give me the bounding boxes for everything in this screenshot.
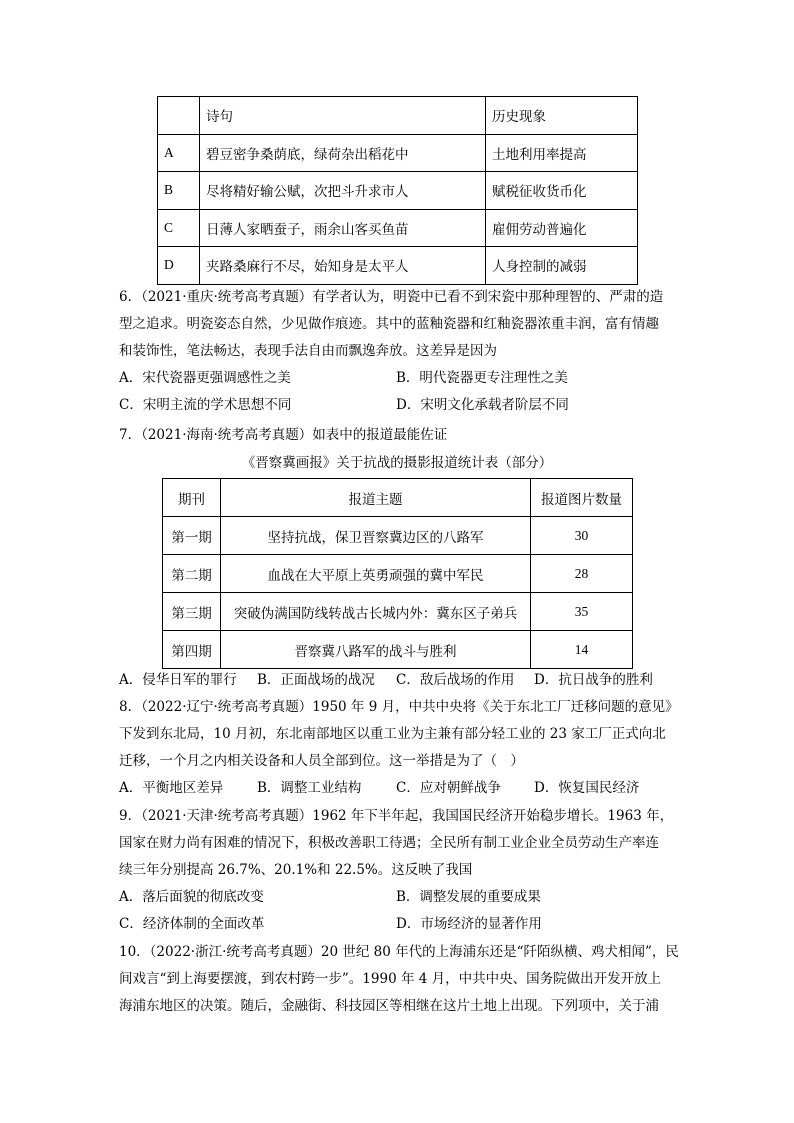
question-7-text: 7．（2021·海南·统考高考真题）如表中的报道最能佐证 [119, 427, 448, 443]
table-cell: 第三期 [163, 593, 221, 631]
table-cell: 赋税征收货币化 [486, 172, 638, 210]
table-cell: 雇佣劳动普遍化 [486, 209, 638, 247]
table-cell: 35 [531, 593, 633, 631]
q9-option-b: B．调整发展的重要成果 [396, 889, 541, 905]
table-caption: 《晋察冀画报》关于抗战的摄影报道统计表（部分） [241, 455, 553, 471]
table-cell: 突破伪满国防线转战古长城内外：冀东区子弟兵 [221, 593, 531, 631]
question-8-text: 下发到东北局，10 月初，东北南部地区以重工业为主兼有部分轻工业的 23 家工厂正式向北 [119, 726, 666, 742]
q9-option-c: C．经济体制的全面改革 [119, 916, 265, 932]
row-label: A [158, 134, 200, 172]
table-cell: 28 [531, 555, 633, 593]
table-row [158, 247, 638, 285]
table-cell: 土地利用率提高 [486, 134, 638, 172]
q6-option-b: B．明代瓷器更专注理性之美 [396, 370, 568, 386]
table-cell [158, 97, 200, 135]
table-cell: 人身控制的减弱 [486, 247, 638, 285]
q9-option-d: D．市场经济的显著作用 [396, 916, 542, 932]
question-10-text: 间戏言“到上海要摆渡，到农村跨一步”。1990 年 4 月，中共中央、国务院做出开发开放上 [119, 971, 662, 987]
table-cell: 30 [531, 517, 633, 555]
table-header-cell: 报道主题 [221, 479, 531, 517]
question-8-text: 8．（2022·辽宁·统考高考真题）1950 年 9 月，中共中央将《关于东北工厂迁移问题的意见》 [119, 699, 679, 715]
table-row [163, 593, 633, 631]
table-row [158, 134, 638, 172]
q9-option-a: A．落后面貌的彻底改变 [119, 889, 264, 905]
table-cell: 14 [531, 631, 633, 669]
q7-option-c: C．敌后战场的作用 [396, 672, 515, 688]
question-9-text: 国家在财力尚有困难的情况下，积极改善职工待遇；全民所有制工业企业全员劳动生产率连 [119, 835, 659, 851]
question-9-text: 续三年分别提高 26.7%、20.1%和 22.5%。这反映了我国 [119, 862, 473, 878]
row-label: B [158, 172, 200, 210]
q7-option-d: D．抗日战争的胜利 [534, 672, 653, 688]
table-row [163, 555, 633, 593]
q8-option-c: C．应对朝鲜战争 [396, 780, 501, 796]
q8-option-b: B．调整工业结构 [257, 780, 362, 796]
q7-option-b: B．正面战场的战况 [257, 672, 375, 688]
table-header-cell: 历史现象 [486, 97, 638, 135]
q6-option-d: D．宋明文化承载者阶层不同 [396, 397, 569, 413]
table-row [158, 172, 638, 210]
table-header-row [163, 479, 633, 517]
table-header-cell: 期刊 [163, 479, 221, 517]
table-cell: 尽将精好输公赋，次把斗升求市人 [200, 172, 486, 210]
q7-option-a: A．侵华日军的罪行 [119, 672, 237, 688]
question-9-text: 9．（2021·天津·统考高考真题）1962 年下半年起，我国国民经济开始稳步增长。1963 年， [119, 808, 674, 824]
photo-report-table [162, 478, 633, 669]
question-6-text: 6．（2021·重庆·统考高考真题）有学者认为，明瓷中已看不到宋瓷中那种理智的、严肃的造 [119, 289, 664, 305]
table-row [163, 631, 633, 669]
table-header-row [158, 97, 638, 135]
q8-option-a: A．平衡地区差异 [119, 780, 224, 796]
table-cell: 夹路桑麻行不尽，始知身是太平人 [200, 247, 486, 285]
row-label: D [158, 247, 200, 285]
table-row [158, 209, 638, 247]
table-cell: 碧豆密争桑荫底，绿荷杂出稻花中 [200, 134, 486, 172]
q6-option-a: A．宋代瓷器更强调感性之美 [119, 370, 291, 386]
table-cell: 日薄人家晒蚕子，雨余山客买鱼苗 [200, 209, 486, 247]
table-row [163, 517, 633, 555]
question-10-text: 海浦东地区的决策。随后，金融街、科技园区等相继在这片土地上出现。下列项中，关于浦 [119, 998, 659, 1014]
question-6-text: 型之追求。明瓷姿态自然，少见做作痕迹。其中的蓝釉瓷器和红釉瓷器浓重丰润，富有情趣 [119, 316, 659, 332]
table-cell: 第四期 [163, 631, 221, 669]
table-header-cell: 报道图片数量 [531, 479, 633, 517]
q8-option-d: D．恢复国民经济 [534, 780, 640, 796]
table-cell: 第一期 [163, 517, 221, 555]
table-cell: 血战在大平原上英勇顽强的冀中军民 [221, 555, 531, 593]
table-cell: 第二期 [163, 555, 221, 593]
table-cell: 坚持抗战，保卫晋察冀边区的八路军 [221, 517, 531, 555]
question-8-text: 迁移，一个月之内相关设备和人员全部到位。这一举措是为了（ ） [119, 753, 524, 769]
question-10-text: 10．（2022·浙江·统考高考真题）20 世纪 80 年代的上海浦东还是“阡陌纵横、鸡犬相闻”，民 [119, 944, 679, 960]
row-label: C [158, 209, 200, 247]
table-header-cell: 诗句 [200, 97, 486, 135]
q6-option-c: C．宋明主流的学术思想不同 [119, 397, 292, 413]
question-6-text: 和装饰性，笔法畅达，表现手法自由而飘逸奔放。这差异是因为 [119, 343, 497, 359]
poem-history-table [157, 96, 638, 285]
table-cell: 晋察冀八路军的战斗与胜利 [221, 631, 531, 669]
